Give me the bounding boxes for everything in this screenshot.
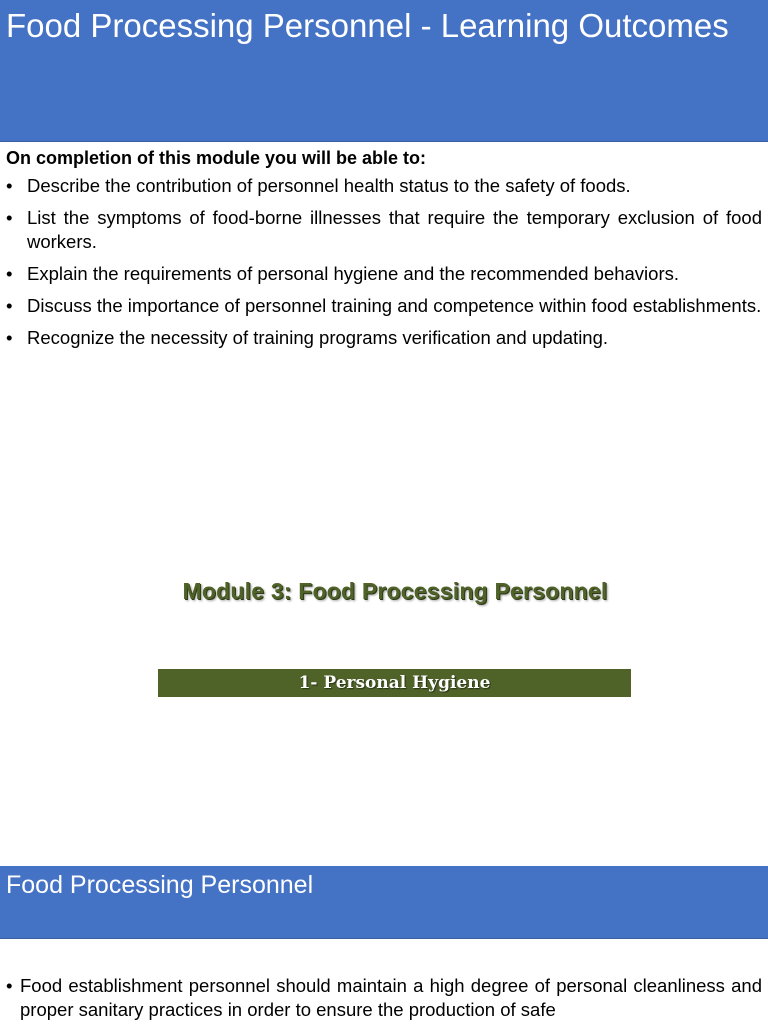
bullet-icon: •	[6, 975, 13, 996]
list-item	[6, 262, 762, 286]
slide1-intro: On completion of this module you will be able to:	[6, 148, 427, 168]
list-item	[6, 174, 762, 198]
bullet-text: Food establishment personnel should maintain a high degree of personal cleanliness and proper sanitary practices in order to ensure the production of safe	[20, 975, 762, 1020]
bullet-icon: •	[6, 327, 13, 348]
slide1-title-bar	[0, 0, 768, 142]
slide3-bullet-list	[6, 974, 762, 1022]
bullet-icon: •	[6, 175, 13, 196]
slide3-title: Food Processing Personnel	[6, 871, 314, 899]
slide3-title-bar	[0, 866, 768, 939]
list-item	[6, 206, 762, 254]
bullet-icon: •	[6, 295, 13, 316]
learning-outcomes-list	[6, 174, 762, 358]
bullet-icon: •	[6, 263, 13, 284]
outcome-text: Recognize the necessity of training programs verification and updating.	[27, 327, 609, 348]
list-item	[6, 974, 762, 1022]
bullet-icon: •	[6, 207, 13, 228]
outcome-text: Describe the contribution of personnel health status to the safety of foods.	[27, 175, 631, 196]
section-banner: 1- Personal Hygiene	[158, 669, 631, 697]
list-item	[6, 294, 762, 318]
module-title: Module 3: Food Processing Personnel	[182, 578, 608, 604]
slide1-title: Food Processing Personnel - Learning Outcomes	[6, 7, 729, 44]
outcome-text: List the symptoms of food-borne illnesses that require the temporary exclusion of food workers.	[27, 207, 762, 252]
outcome-text: Discuss the importance of personnel training and competence within food establishments.	[27, 295, 762, 316]
list-item	[6, 326, 762, 350]
outcome-text: Explain the requirements of personal hygiene and the recommended behaviors.	[27, 263, 680, 284]
